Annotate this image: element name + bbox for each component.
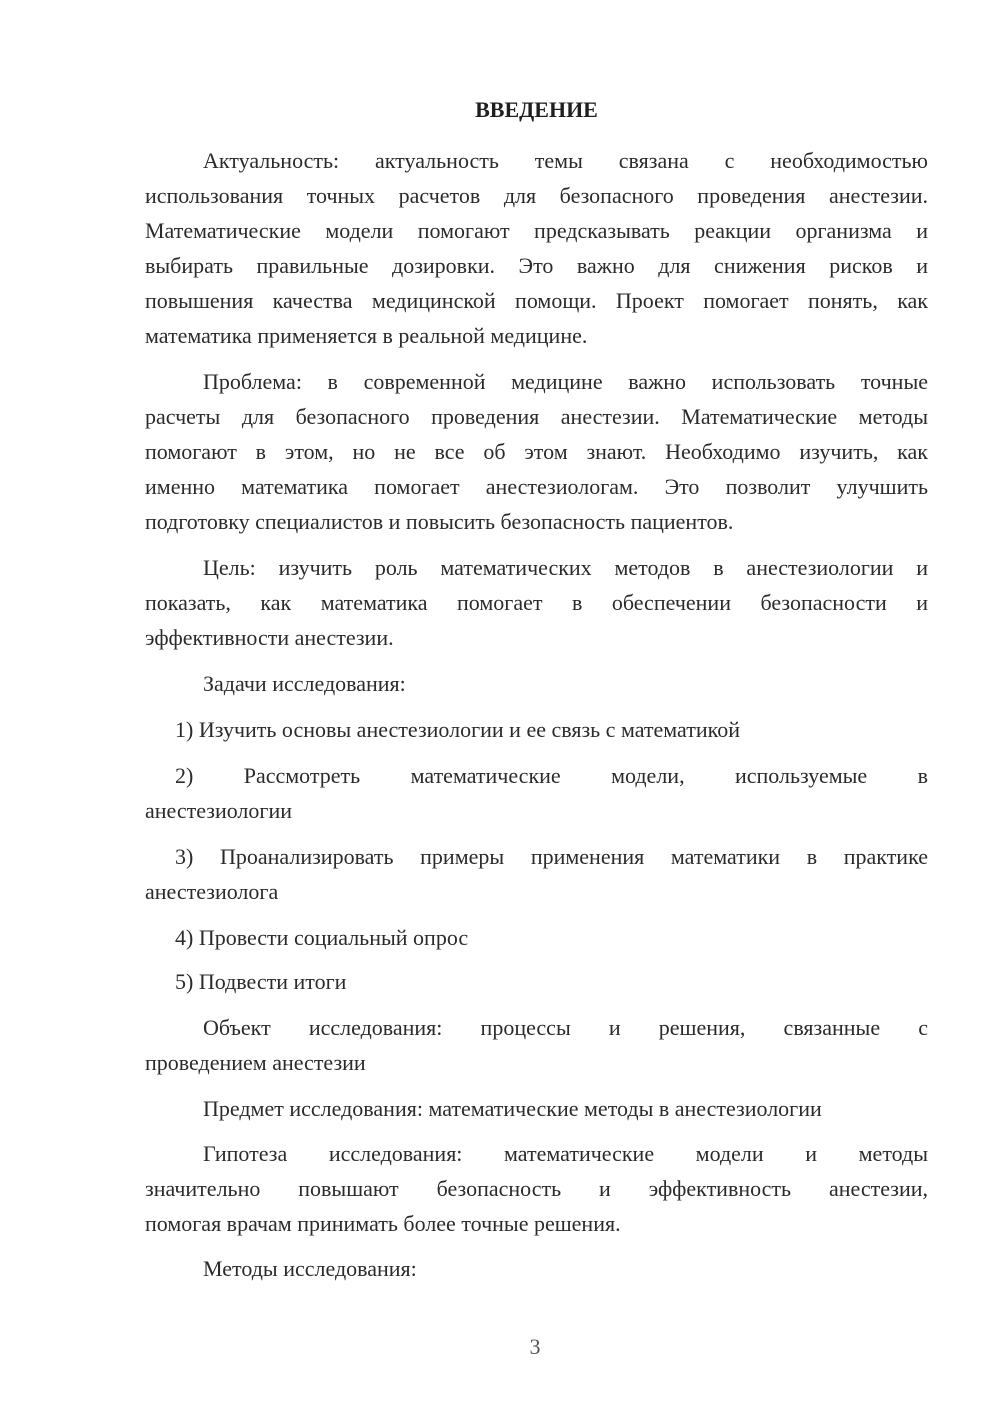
object-line-1: Объект исследования: процессы и решения, связанные с: [203, 1015, 928, 1040]
task-5: 5) Подвести итоги: [175, 969, 347, 994]
problem-line-2: расчеты для безопасного проведения анестезии. Математические методы: [145, 404, 928, 429]
task-3-line-2: анестезиолога: [145, 879, 279, 904]
problem-line-1: Проблема: в современной медицине важно использовать точные: [203, 369, 928, 394]
problem-line-5: подготовку специалистов и повысить безопасность пациентов.: [145, 509, 734, 534]
relevance-line-3: Математические модели помогают предсказывать реакции организма и: [145, 218, 928, 243]
relevance-line-6: математика применяется в реальной медицине.: [145, 323, 588, 348]
subject-line-1: Предмет исследования: математические методы в анестезиологии: [203, 1096, 822, 1121]
task-3-line-1: 3) Проанализировать примеры применения математики в практике: [175, 844, 928, 869]
task-2-line-1: 2) Рассмотреть математические модели, используемые в: [175, 763, 928, 788]
tasks-title: Задачи исследования:: [203, 671, 406, 696]
methods-title: Методы исследования:: [203, 1256, 417, 1281]
goal-line-1: Цель: изучить роль математических методов в анестезиологии и: [203, 555, 928, 580]
task-4: 4) Провести социальный опрос: [175, 925, 469, 950]
task-2-line-2: анестезиологии: [145, 798, 292, 823]
relevance-line-5: повышения качества медицинской помощи. Проект помогает понять, как: [145, 288, 928, 313]
goal-line-3: эффективности анестезии.: [145, 625, 394, 650]
page-number: 3: [529, 1334, 541, 1359]
goal-line-2: показать, как математика помогает в обеспечении безопасности и: [145, 590, 928, 615]
hypothesis-line-2: значительно повышают безопасность и эффективность анестезии,: [145, 1176, 928, 1201]
object-line-2: проведением анестезии: [145, 1050, 366, 1075]
relevance-line-1: Актуальность: актуальность темы связана с необходимостью: [203, 148, 928, 173]
problem-line-4: именно математика помогает анестезиологам. Это позволит улучшить: [145, 474, 928, 499]
problem-line-3: помогают в этом, но не все об этом знают. Необходимо изучить, как: [145, 439, 928, 464]
relevance-line-2: использования точных расчетов для безопасного проведения анестезии.: [145, 183, 928, 208]
relevance-line-4: выбирать правильные дозировки. Это важно для снижения рисков и: [145, 253, 928, 278]
hypothesis-line-1: Гипотеза исследования: математические модели и методы: [203, 1141, 928, 1166]
section-heading: ВВЕДЕНИЕ: [475, 97, 598, 122]
hypothesis-line-3: помогая врачам принимать более точные решения.: [145, 1211, 621, 1236]
task-1: 1) Изучить основы анестезиологии и ее связь с математикой: [175, 717, 740, 742]
